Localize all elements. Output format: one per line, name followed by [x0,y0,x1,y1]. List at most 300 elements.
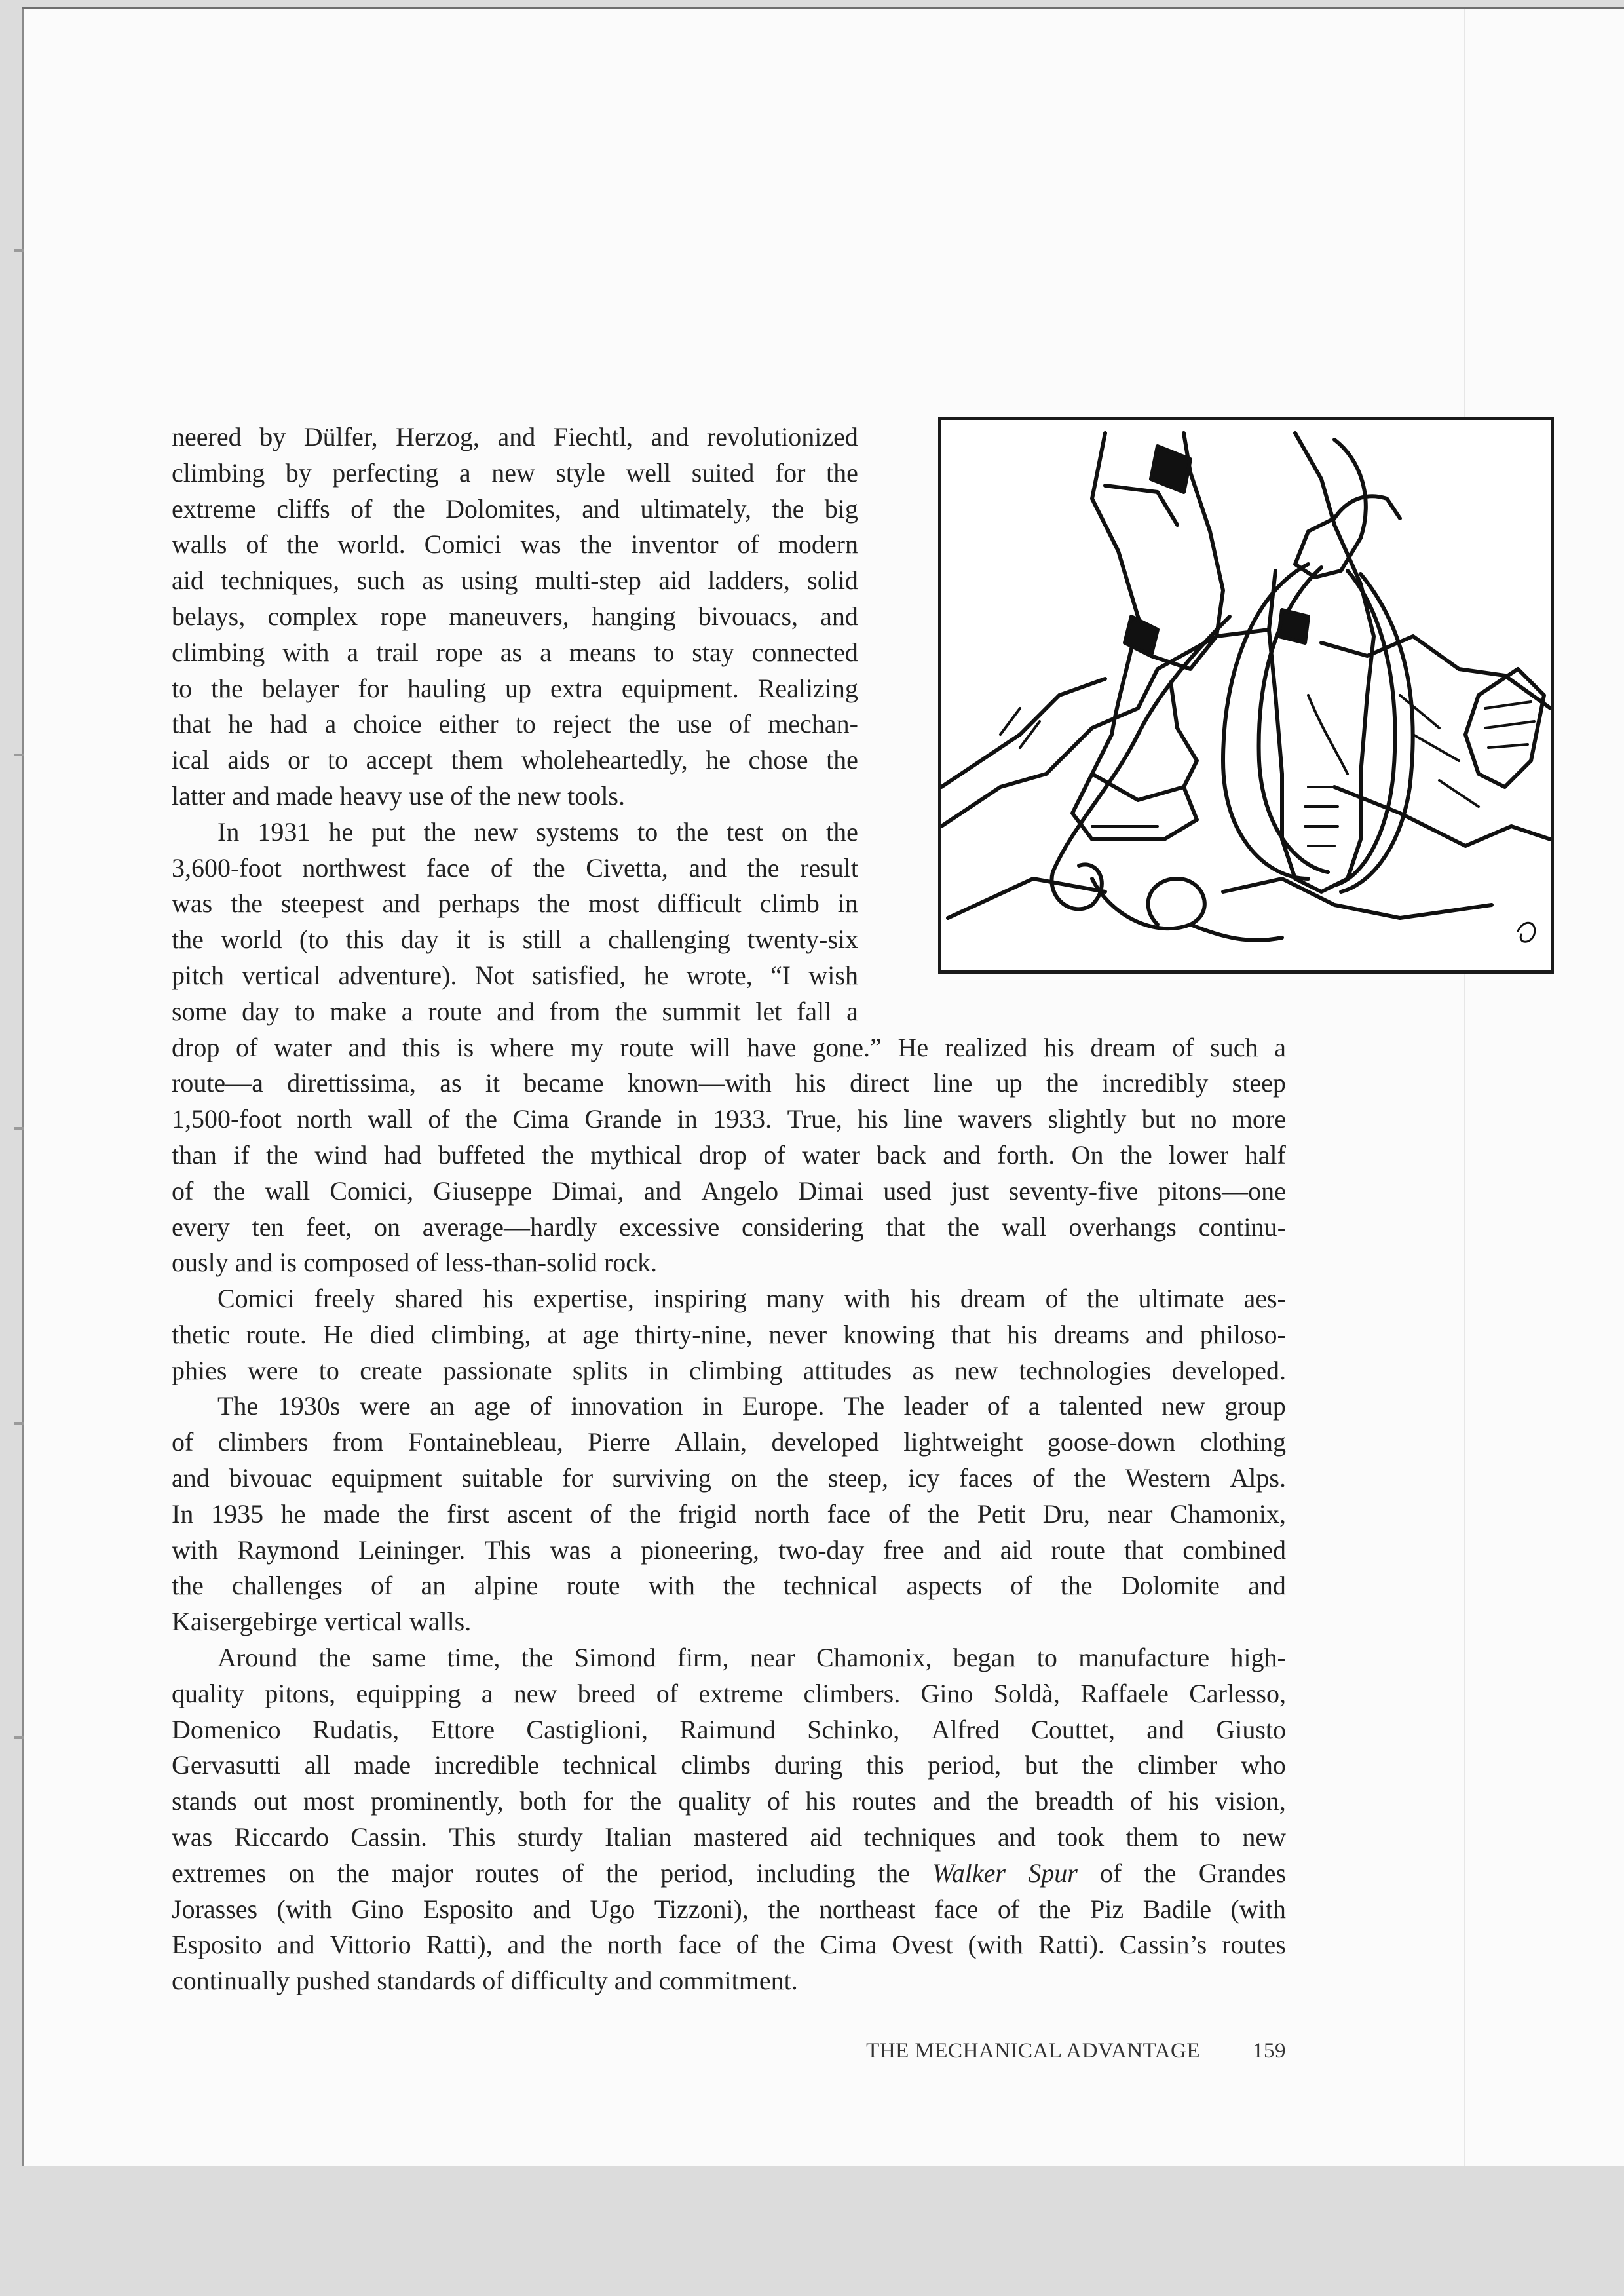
word: overhangs [1068,1212,1177,1242]
word: of [656,1678,679,1708]
word: pitons, [265,1678,336,1708]
word: became [523,1068,604,1098]
word: a [1274,1032,1286,1062]
word: a [401,996,413,1026]
word: faces [959,1463,1013,1493]
running-head: THE MECHANICAL ADVANTAGE [866,2039,1200,2063]
word: Jorasses [172,1894,258,1924]
word: the [772,493,804,524]
word: if [233,1139,250,1170]
word: of [1045,1284,1067,1313]
word: route [1051,1535,1105,1565]
word: Civetta, [586,852,668,883]
word: and [820,601,858,631]
word: just [951,1176,989,1206]
word: dreams [1053,1319,1130,1349]
word: to [328,745,349,775]
word: inventor [631,529,719,560]
word: passionate [442,1355,552,1385]
word: climbers [217,1427,309,1457]
text-line [172,1030,1286,1066]
text-line [172,1353,1286,1389]
word: “I [770,960,791,990]
page-footer [852,2039,1286,2063]
word: back [877,1139,926,1170]
word: the [723,1571,755,1601]
word: dream [960,1284,1026,1313]
word: Gervasutti [172,1750,281,1780]
word: climbing [689,1355,783,1385]
word: icy [907,1463,940,1493]
word: Dimai, [552,1176,624,1206]
word: of [736,1930,759,1960]
word: with [282,637,330,667]
word: the [826,816,858,847]
word: goose-down [1047,1427,1176,1457]
text-line [172,1388,1286,1425]
word: the [580,529,613,560]
word: Dolomites, [445,493,561,524]
word: Leininger. [358,1535,466,1565]
word: Around [217,1642,298,1672]
word: and [1146,1714,1185,1744]
word: splits [572,1355,628,1385]
word: first [447,1499,489,1529]
word: drop [172,1032,220,1062]
word: line [933,1068,973,1098]
text-line [172,1892,1286,1928]
word: Vittorio [330,1930,411,1960]
word: and [497,422,536,451]
word: and [1248,1571,1286,1601]
word: Carlesso, [1189,1678,1286,1708]
word: surviving [612,1463,711,1493]
word: up [996,1068,1023,1098]
word: the [423,816,456,847]
word: from [332,1427,384,1457]
body-text-top [172,419,1286,1281]
text-line [172,994,858,1030]
word: put [371,816,406,847]
word: world [221,925,282,955]
word: Cassin’s [1119,1930,1207,1960]
word: trail [376,637,419,667]
word: perhaps [438,889,520,919]
word: my [570,1032,604,1062]
word: was [550,1535,591,1565]
text-line: Kaisergebirge vertical walls. [172,1607,472,1637]
word: direct [850,1068,910,1098]
word: realized [944,1032,1028,1062]
text-line [172,1174,1286,1210]
word: Comici, [330,1176,414,1206]
word: thetic [172,1319,230,1349]
word: test [727,816,763,847]
word: ascent [506,1499,573,1529]
word: of [737,529,759,560]
word: gone.” [812,1032,882,1062]
word: face [934,1894,979,1924]
word: belays, [172,601,246,631]
word: Schinko, [807,1714,900,1744]
word: wholeheartedly, [521,745,688,775]
word: for [582,1786,614,1816]
word: with [844,1284,891,1313]
word: buffeted [438,1139,525,1170]
word: same [371,1642,426,1672]
word: line [903,1104,943,1134]
word: stands [172,1786,237,1816]
word: north [607,1930,663,1960]
word: this [866,1750,904,1780]
word: continu- [1198,1212,1286,1242]
text-line [172,1820,1286,1856]
word: Realizing [757,673,858,703]
text-segment: extremes on the major routes of the period, including the [172,1858,933,1888]
word: steep, [827,1463,888,1493]
word: and [276,1930,315,1960]
word: wind [314,1139,368,1170]
word: Ugo [590,1894,635,1924]
word: Simond [574,1642,656,1672]
word: the [392,493,425,524]
word: the [987,1786,1019,1816]
word: route [620,1032,674,1062]
word: Cima [512,1104,570,1134]
word: revolutionized [706,422,858,451]
word: the [231,889,263,919]
binding-mark [14,754,24,756]
word: create [360,1355,423,1385]
word: the [927,1499,960,1529]
word: Giusto [1216,1714,1286,1744]
word: by [285,457,312,488]
text-line [172,1784,1286,1820]
word: face [677,1930,721,1960]
word: maneuvers, [449,601,569,631]
word: shared [394,1284,464,1313]
word: that [172,709,211,739]
word: the [172,925,204,955]
word: Gino [351,1894,404,1924]
word: wrote, [686,960,753,990]
word: aid [658,565,691,596]
word: equipment. [621,673,739,703]
word: Allain, [675,1427,747,1457]
word: slightly [1048,1104,1127,1134]
word: climbers. [803,1678,901,1708]
text-line [172,491,858,527]
word: and [643,1176,682,1206]
word: it [485,1068,500,1098]
word: Rudatis, [312,1714,400,1744]
word: new [513,1678,557,1708]
word: inspiring [653,1284,747,1313]
word: Dru, [1042,1499,1090,1529]
word: the [1086,1284,1119,1313]
word: perfecting [332,457,439,488]
word: were [247,1355,299,1385]
word: belayer [261,673,339,703]
word: the [541,1139,574,1170]
word: on [781,816,808,847]
binding-mark [14,249,24,252]
word: Domenico [172,1714,281,1744]
word: a [324,709,337,739]
word: and [689,852,727,883]
word: feet, [306,1212,352,1242]
word: water [802,1139,860,1170]
word: forth. [997,1139,1055,1170]
word: rope [436,637,483,667]
word: innovation [571,1391,683,1421]
binding-mark [14,1736,24,1739]
word: wall [368,1104,413,1134]
word: in [648,1355,669,1385]
word: breadth [1035,1786,1114,1816]
word: the [676,816,709,847]
word: technologies [1019,1355,1152,1385]
word: Piz [1090,1894,1124,1924]
word: rope [380,601,427,631]
text-line [172,1065,1286,1101]
word: the [826,457,858,488]
word: more [1232,1104,1286,1134]
word: of [1010,1571,1032,1601]
word: Raffaele [1080,1678,1169,1708]
word: for [562,1463,594,1493]
word: aid [810,1822,842,1852]
word: he [643,960,669,990]
word: northeast [819,1894,916,1924]
word: techniques [863,1822,976,1852]
scan-left-edge [22,9,24,2166]
word: new [1242,1822,1286,1852]
text-line [172,851,858,887]
text-line [172,1317,1286,1353]
word: of [888,1499,911,1529]
word: free [883,1535,924,1565]
word: suitable [461,1463,543,1493]
word: aid [1000,1535,1032,1565]
word: no [1190,1104,1217,1134]
word: Pierre [588,1427,651,1457]
word: the [1074,1463,1106,1493]
word: as [912,1355,934,1385]
word: to [172,673,193,703]
word: of [350,493,373,524]
word: had [383,1139,422,1170]
word: began [953,1642,1016,1672]
word: accept [366,745,433,775]
word: satisfied, [532,960,626,990]
word: Chamonix, [1170,1499,1286,1529]
word: on [730,1463,757,1493]
word: developed. [1171,1355,1286,1385]
word: Petit [977,1499,1025,1529]
word: Couttet, [1031,1714,1116,1744]
word: for [358,673,389,703]
word: of [1172,1032,1194,1062]
text-line-with-italic [172,1856,1286,1892]
word: the [1046,1068,1078,1098]
word: routes [852,1786,916,1816]
word: and [348,1032,387,1062]
word: use [677,709,712,739]
word: alpine [474,1571,538,1601]
word: climbing, [431,1319,531,1349]
word: his [858,1104,888,1134]
word: and [582,493,620,524]
word: fall [797,996,832,1026]
word: died [369,1319,415,1349]
word: will [690,1032,731,1062]
word: hauling [407,673,487,703]
word: the [318,1642,351,1672]
word: where [489,1032,554,1062]
word: Italian [605,1822,672,1852]
word: mastered [693,1822,789,1852]
word: Comici [217,1284,295,1313]
word: and [1146,1319,1184,1349]
text-line [172,1676,1286,1712]
text-line [172,1461,1286,1497]
word: wish [808,960,858,990]
word: vertical [242,960,321,990]
word: and [533,1894,571,1924]
word: he [280,1499,306,1529]
word: Dimai [798,1176,864,1206]
word: dream [1090,1032,1156,1062]
word: breed [577,1678,636,1708]
text-line [172,706,858,742]
word: In [217,816,240,847]
word: that [886,1212,926,1242]
text-line [172,455,858,491]
word: than [172,1139,217,1170]
word: Tizzoni), [654,1894,749,1924]
word: On [1071,1139,1104,1170]
word: an [421,1571,446,1601]
word: (with [968,1930,1023,1960]
word: all [304,1750,331,1780]
text-line [172,886,858,922]
text-line [172,1281,1286,1317]
text-line [172,1748,1286,1784]
word: means [569,637,637,667]
word: pioneering, [641,1535,760,1565]
word: incredibly [1102,1068,1209,1098]
word: modern [778,529,858,560]
word: difficult [657,889,742,919]
word: wall [1001,1212,1047,1242]
word: ten [252,1212,284,1242]
word: of [1032,1463,1055,1493]
word: the [628,709,660,739]
word: he [328,816,354,847]
word: face [426,852,470,883]
word: Esposito [423,1894,514,1924]
word: lightweight [903,1427,1023,1457]
word: Comici [424,529,502,560]
word: climber [1137,1750,1218,1780]
word: new [954,1355,998,1385]
word: both [519,1786,567,1816]
word: 1,500-foot [172,1104,282,1134]
word: direttissima, [287,1068,416,1098]
word: suited [691,457,755,488]
word: and [651,422,689,451]
word: Ettore [430,1714,495,1744]
word: the [213,1176,246,1206]
word: extra [550,673,603,703]
word: two-day [778,1535,865,1565]
word: equipping [356,1678,461,1708]
word: considering [742,1212,864,1242]
text-line [172,1640,1286,1676]
word: of [428,1104,450,1134]
word: ultimate [1138,1284,1224,1313]
word: Alfred [931,1714,1000,1744]
text-line [172,635,858,671]
word: for [774,457,806,488]
word: Cima [820,1930,877,1960]
word: the [533,852,565,883]
word: Not [474,960,514,990]
body-text-bottom [172,1281,1286,1999]
word: a [540,637,552,667]
word: steep [1232,1068,1286,1098]
word: was [172,889,213,919]
word: most [303,1786,354,1816]
word: sturdy [517,1822,583,1852]
word: multi-step [535,565,641,596]
word: at [547,1319,567,1349]
word: a [846,996,858,1026]
text-line [172,1425,1286,1461]
word: style [556,457,605,488]
word: Riccardo [234,1822,329,1852]
word: the [1120,1139,1152,1170]
text-line [172,599,858,635]
word: of [172,1176,194,1206]
word: The [843,1391,885,1421]
word: in [837,889,858,919]
word: world. [337,529,406,560]
word: wavers [958,1104,1032,1134]
word: average—hardly [422,1212,597,1242]
word: Cassin. [350,1822,427,1852]
word: to [1036,1642,1057,1672]
word: and [497,996,535,1026]
text-segment: of the Grandes [1077,1858,1286,1888]
word: the [768,1894,801,1924]
word: freely [314,1284,375,1313]
word: water [274,1032,332,1062]
word: Angelo [701,1176,779,1206]
word: and [507,1930,546,1960]
word: of [997,1894,1020,1924]
word: still [522,925,562,955]
word: his [1044,1032,1074,1062]
word: This [484,1535,531,1565]
word: every [172,1212,230,1242]
word: Alps. [1230,1463,1286,1493]
word: 1935 [211,1499,264,1529]
word: climbing [172,457,265,488]
word: half [1245,1139,1286,1170]
word: but [1025,1750,1059,1780]
